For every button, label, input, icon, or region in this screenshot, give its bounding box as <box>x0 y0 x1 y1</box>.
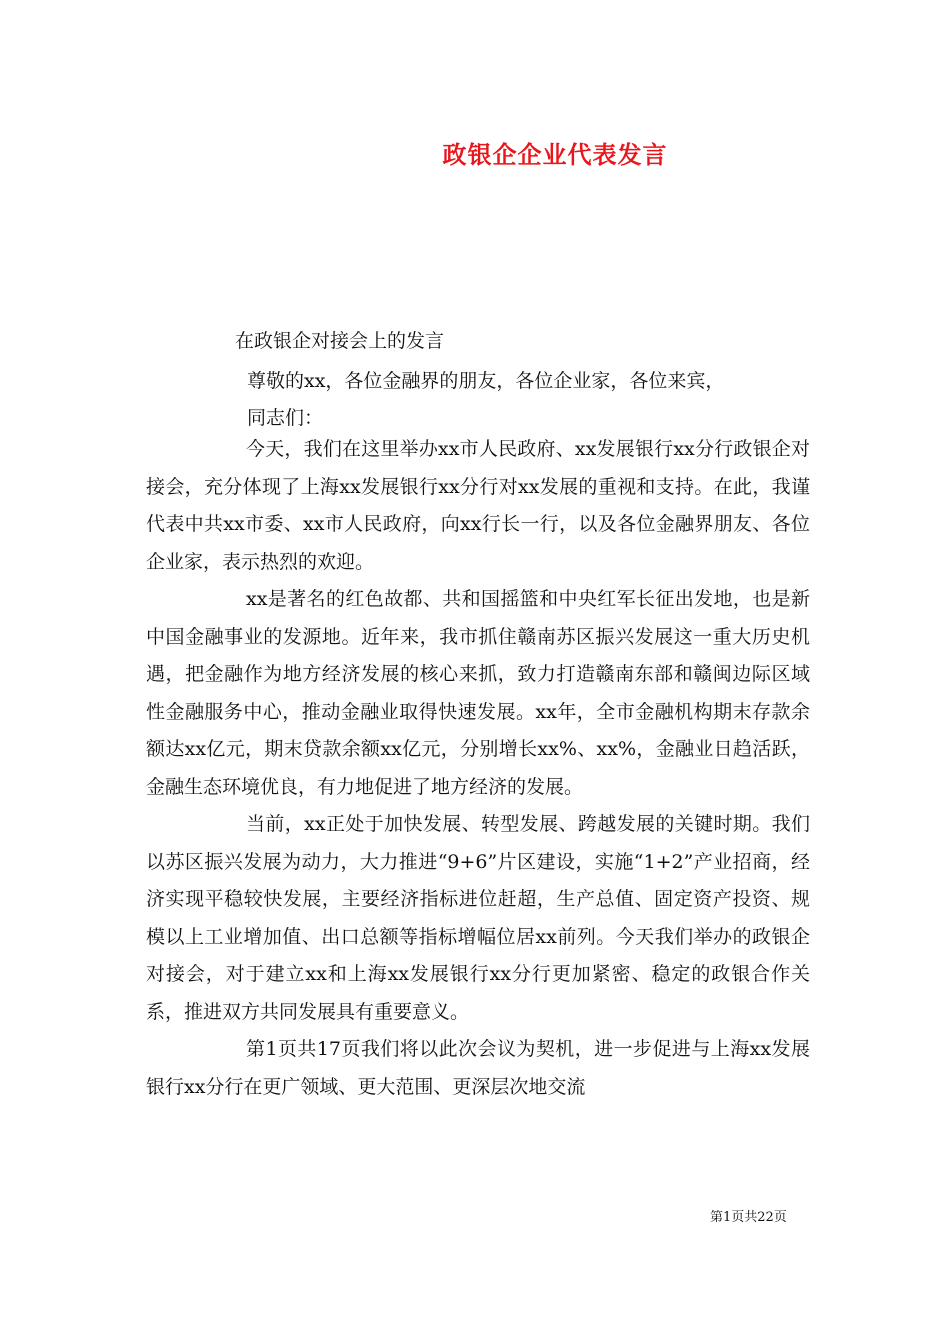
paragraph: 当前，xx正处于加快发展、转型发展、跨越发展的关键时期。我们以苏区振兴发展为动力，大力推进“9+6”片区建设，实施“1+2”产业招商，经济实现平稳较快发展，主要经济指标进位赶超，生产总值、固定资产投资、规模以上工业增加值、出口总额等指标增幅位居xx前列。今天我们举办的政银企对接会，对于建立xx和上海xx发展银行xx分行更加紧密、稳定的政银合作关系，推进双方共同发展具有重要意义。 <box>146 813 810 1023</box>
salutation <box>247 363 724 437</box>
paragraph: 今天，我们在这里举办xx市人民政府、xx发展银行xx分行政银企对接会，充分体现了上海xx发展银行xx分行对xx发展的重视和支持。在此，我谨代表中共xx市委、xx市人民政府，向xx行长一行，以及各位金融界朋友、各位企业家，表示热烈的欢迎。 <box>146 438 810 573</box>
salutation-line: 尊敬的xx，各位金融界的朋友，各位企业家，各位来宾， <box>247 370 725 392</box>
paragraph: xx是著名的红色故都、共和国摇篮和中央红军长征出发地，也是新中国金融事业的发源地。近年来，我市抓住赣南苏区振兴发展这一重大历史机遇，把金融作为地方经济发展的核心来抓，致力打造赣南东部和赣闽边际区域性金融服务中心，推动金融业取得快速发展。xx年，全市金融机构期末存款余额达xx亿元，期末贷款余额xx亿元，分别增长xx%、xx%，金融业日趋活跃，金融生态环境优良，有力地促进了地方经济的发展。 <box>146 588 810 798</box>
salutation-line: 同志们： <box>247 407 324 429</box>
body-text <box>146 431 810 1106</box>
page-footer: 第1页共22页 <box>710 1210 787 1225</box>
document-title: 政银企企业代表发言 <box>442 140 668 169</box>
document-subtitle: 在政银企对接会上的发言 <box>235 330 445 352</box>
paragraph: 第1页共17页我们将以此次会议为契机，进一步促进与上海xx发展银行xx分行在更广领域、更大范围、更深层次地交流 <box>146 1038 810 1098</box>
